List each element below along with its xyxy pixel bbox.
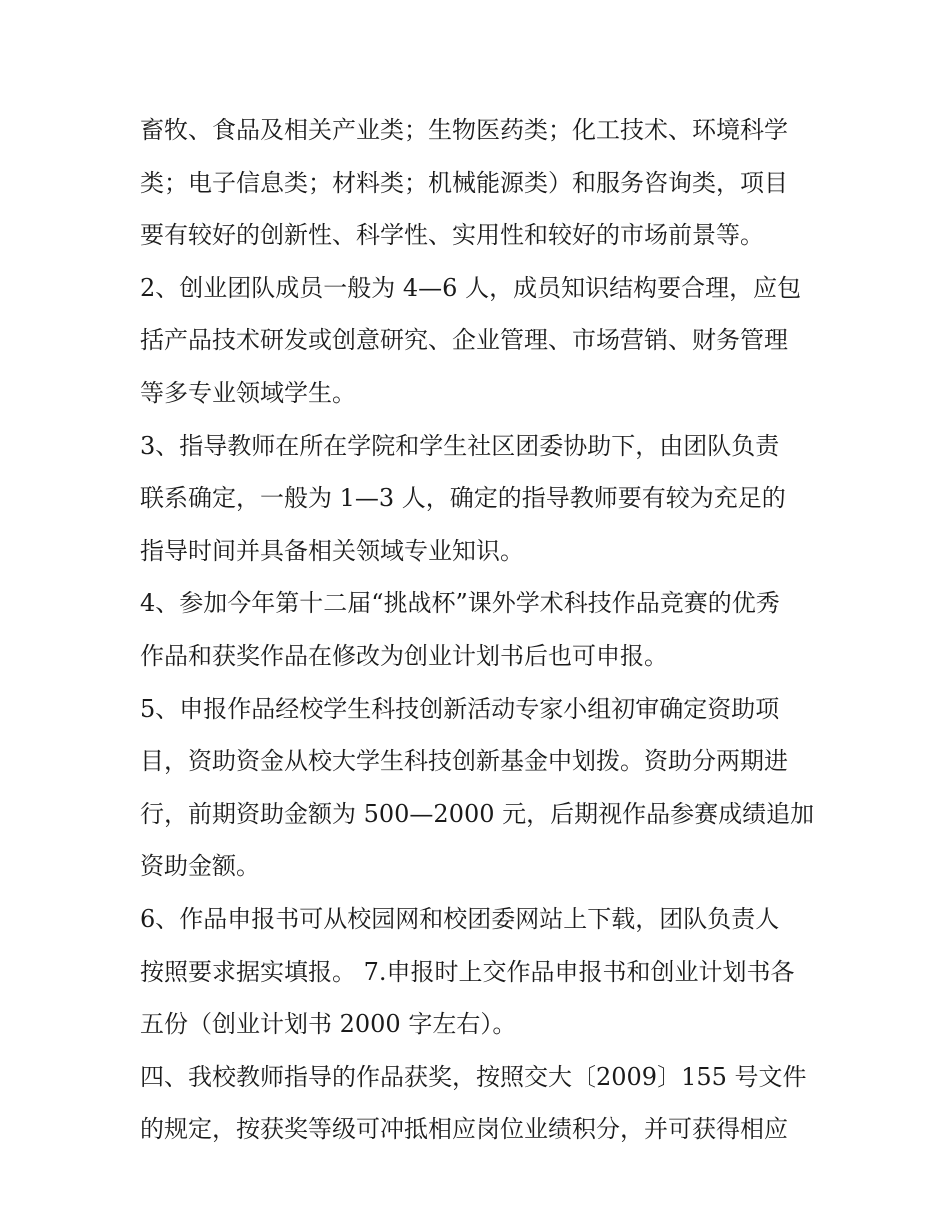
text-line: 目，资助资金从校大学生科技创新基金中划拨。资助分两期进 — [140, 747, 788, 776]
document-body — [140, 104, 820, 1156]
text-line: 3、指导教师在所在学院和学生社区团委协助下，由团队负责 — [140, 431, 780, 460]
text-line: 资助金额。 — [140, 852, 260, 881]
text-line: 行，前期资助金额为 500—2000 元，后期视作品参赛成绩追加 — [140, 799, 815, 828]
text-line: 类；电子信息类；材料类；机械能源类）和服务咨询类，项目 — [140, 168, 788, 197]
text-line: 按照要求据实填报。 7.申报时上交作品申报书和创业计划书各 — [140, 957, 795, 986]
text-line: 等多专业领域学生。 — [140, 378, 356, 407]
text-line: 括产品技术研发或创意研究、企业管理、市场营销、财务管理 — [140, 326, 788, 355]
text-line: 联系确定，一般为 1—3 人，确定的指导教师要有较为充足的 — [140, 484, 786, 513]
text-line: 指导时间并具备相关领域专业知识。 — [140, 536, 524, 565]
text-line: 作品和获奖作品在修改为创业计划书后也可申报。 — [140, 641, 668, 670]
text-line: 6、作品申报书可从校园网和校团委网站上下载，团队负责人 — [140, 904, 780, 933]
text-line: 4、参加今年第十二届“挑战杯”课外学术科技作品竞赛的优秀 — [140, 589, 780, 618]
text-line: 的规定，按获奖等级可冲抵相应岗位业绩积分，并可获得相应 — [140, 1115, 788, 1144]
text-line: 四、我校教师指导的作品获奖，按照交大〔2009〕155 号文件 — [140, 1062, 807, 1091]
text-line: 五份（创业计划书 2000 字左右）。 — [140, 1010, 517, 1039]
text-line: 畜牧、食品及相关产业类；生物医药类；化工技术、环境科学 — [140, 116, 788, 144]
text-line: 要有较好的创新性、科学性、实用性和较好的市场前景等。 — [140, 221, 764, 250]
text-line: 5、申报作品经校学生科技创新活动专家小组初审确定资助项 — [140, 694, 780, 723]
text-line: 2、创业团队成员一般为 4—6 人，成员知识结构要合理，应包 — [140, 273, 802, 302]
